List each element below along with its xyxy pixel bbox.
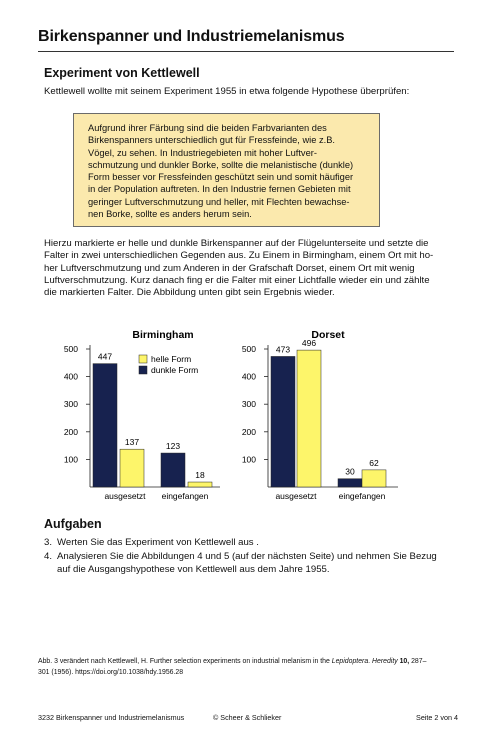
figure-source-citation	[38, 657, 458, 678]
task-text: Werten Sie das Experiment von Kettlewell aus .	[57, 537, 259, 548]
citation-taxon: Lepidoptera	[331, 658, 369, 665]
data-label-helle-form: 137	[124, 437, 140, 448]
chart-title: Birmingham	[132, 329, 194, 341]
citation-text: .	[368, 658, 373, 665]
task-text: auf die Ausgangshypothese von Kettlewell aus dem Jahre 1955.	[57, 563, 330, 575]
chart-title: Dorset	[311, 329, 345, 341]
paragraph-line: her Luftverschmutzung und zum Anderen in der Grafschaft Dorset, einem Ort mit wenig	[44, 262, 415, 274]
page-title: Birkenspanner und Industriemelanismus	[38, 28, 345, 45]
paragraph-line: Falter in zwei unterschiedlichen Gegenden aus. Zu Einem in Birmingham, einem Ort mit ho-	[44, 250, 434, 262]
task-item	[44, 537, 464, 549]
x-category-label: eingefangen	[338, 491, 386, 501]
task-list	[44, 537, 464, 578]
y-tick-label: 200	[241, 426, 256, 437]
y-tick-label: 100	[63, 454, 78, 465]
task-item	[44, 551, 464, 576]
bar-dunkle-form	[338, 479, 362, 487]
y-tick-label: 400	[63, 371, 78, 382]
hypothesis-box	[73, 113, 380, 227]
title-divider	[38, 51, 454, 52]
citation-doi-line[interactable]: 301 (1956). https://doi.org/10.1038/hdy.1956.28	[38, 668, 184, 676]
data-label-helle-form: 18	[195, 470, 205, 481]
data-label-dunkle-form: 123	[165, 441, 181, 452]
data-label-helle-form: 496	[301, 338, 317, 349]
legend-swatch-helle-form	[139, 355, 147, 363]
bar-helle-form	[362, 470, 386, 487]
y-tick-label: 300	[63, 399, 78, 410]
bar-dunkle-form	[161, 453, 185, 487]
task-number: 4.	[44, 551, 53, 563]
hypothesis-line: Form besser vor Fressfeinden geschützt sein und somit häufiger	[88, 172, 354, 183]
task-text: Analysieren Sie die Abbildungen 4 und 5 (auf der nächsten Seite) und nehmen Sie Bezug	[57, 551, 437, 563]
section-heading-tasks: Aufgaben	[44, 517, 102, 531]
bar-dunkle-form	[93, 364, 117, 487]
y-tick-label: 300	[241, 399, 256, 410]
legend-swatch-dunkle-form	[139, 366, 147, 374]
hypothesis-line: nen Borke, sollte es anders herum sein.	[88, 209, 252, 220]
paragraph-line: Luftverschmutzung. Kurz danach fing er die Falter mit einer Lichtfalle wieder ein und zählte	[44, 274, 430, 286]
y-tick-label: 400	[241, 371, 256, 382]
bar-helle-form	[297, 350, 321, 487]
x-category-label: ausgesetzt	[275, 491, 317, 501]
y-tick-label: 500	[63, 344, 78, 354]
section-heading-experiment: Experiment von Kettlewell	[44, 66, 200, 80]
y-tick-label: 200	[63, 426, 78, 437]
intro-text: Kettlewell wollte mit seinem Experiment 1955 in etwa folgende Hypothese überprüfen:	[44, 86, 410, 97]
paragraph-line: Hierzu markierte er helle und dunkle Birkenspanner auf der Flügelunterseite und setzte die	[44, 238, 429, 249]
citation-pages: 287–	[409, 658, 427, 665]
y-tick-label: 100	[241, 454, 256, 465]
bar-dunkle-form	[271, 356, 295, 487]
bar-helle-form	[120, 449, 144, 487]
data-label-dunkle-form: 30	[345, 466, 355, 477]
citation-text: Abb. 3 verändert nach Kettlewell, H. Further selection experiments on industrial melanism in the	[38, 658, 332, 665]
y-tick-label: 500	[241, 344, 256, 354]
footer-left: 3232 Birkenspanner und Industriemelanismus	[38, 713, 185, 722]
hypothesis-line: geringer Luftverschmutzung und heller, mit Flechten bewachse-	[88, 196, 350, 207]
hypothesis-line: Vögel, zu sehen. In Industriegebieten mit hoher Luftver-	[88, 147, 317, 158]
hypothesis-line: Aufgrund ihrer Färbung sind die beiden Farbvarianten des	[88, 123, 327, 133]
method-paragraph	[44, 238, 464, 299]
hypothesis-line: in der Population auftreten. In den Industrie fernen Gebieten mit	[88, 184, 351, 195]
x-category-label: ausgesetzt	[104, 491, 146, 501]
citation-volume: 10,	[397, 658, 410, 665]
data-label-dunkle-form: 473	[275, 344, 291, 355]
bar-helle-form	[188, 482, 212, 487]
footer-page-number: Seite 2 von 4	[416, 713, 458, 722]
x-category-label: eingefangen	[161, 491, 209, 501]
legend-label: dunkle Form	[151, 365, 199, 375]
legend-label: helle Form	[151, 354, 192, 364]
data-label-helle-form: 62	[369, 457, 379, 468]
paragraph-line: die markierten Falter. Die Abbildung unten gibt sein Ergebnis wieder.	[44, 287, 335, 299]
citation-journal: Heredity	[372, 658, 398, 665]
task-number: 3.	[44, 537, 53, 548]
hypothesis-line: schmutzung und dunkler Borke, sollte die melanistische (dunkle)	[88, 159, 354, 170]
hypothesis-line: Birkenspanners unterschiedlich gut für Fressfeinde, wie z.B.	[88, 135, 336, 146]
footer-center: © Scheer & Schlieker	[213, 713, 282, 722]
data-label-dunkle-form: 447	[97, 351, 113, 362]
chart-birmingham	[40, 322, 230, 514]
chart-dorset	[223, 322, 403, 514]
